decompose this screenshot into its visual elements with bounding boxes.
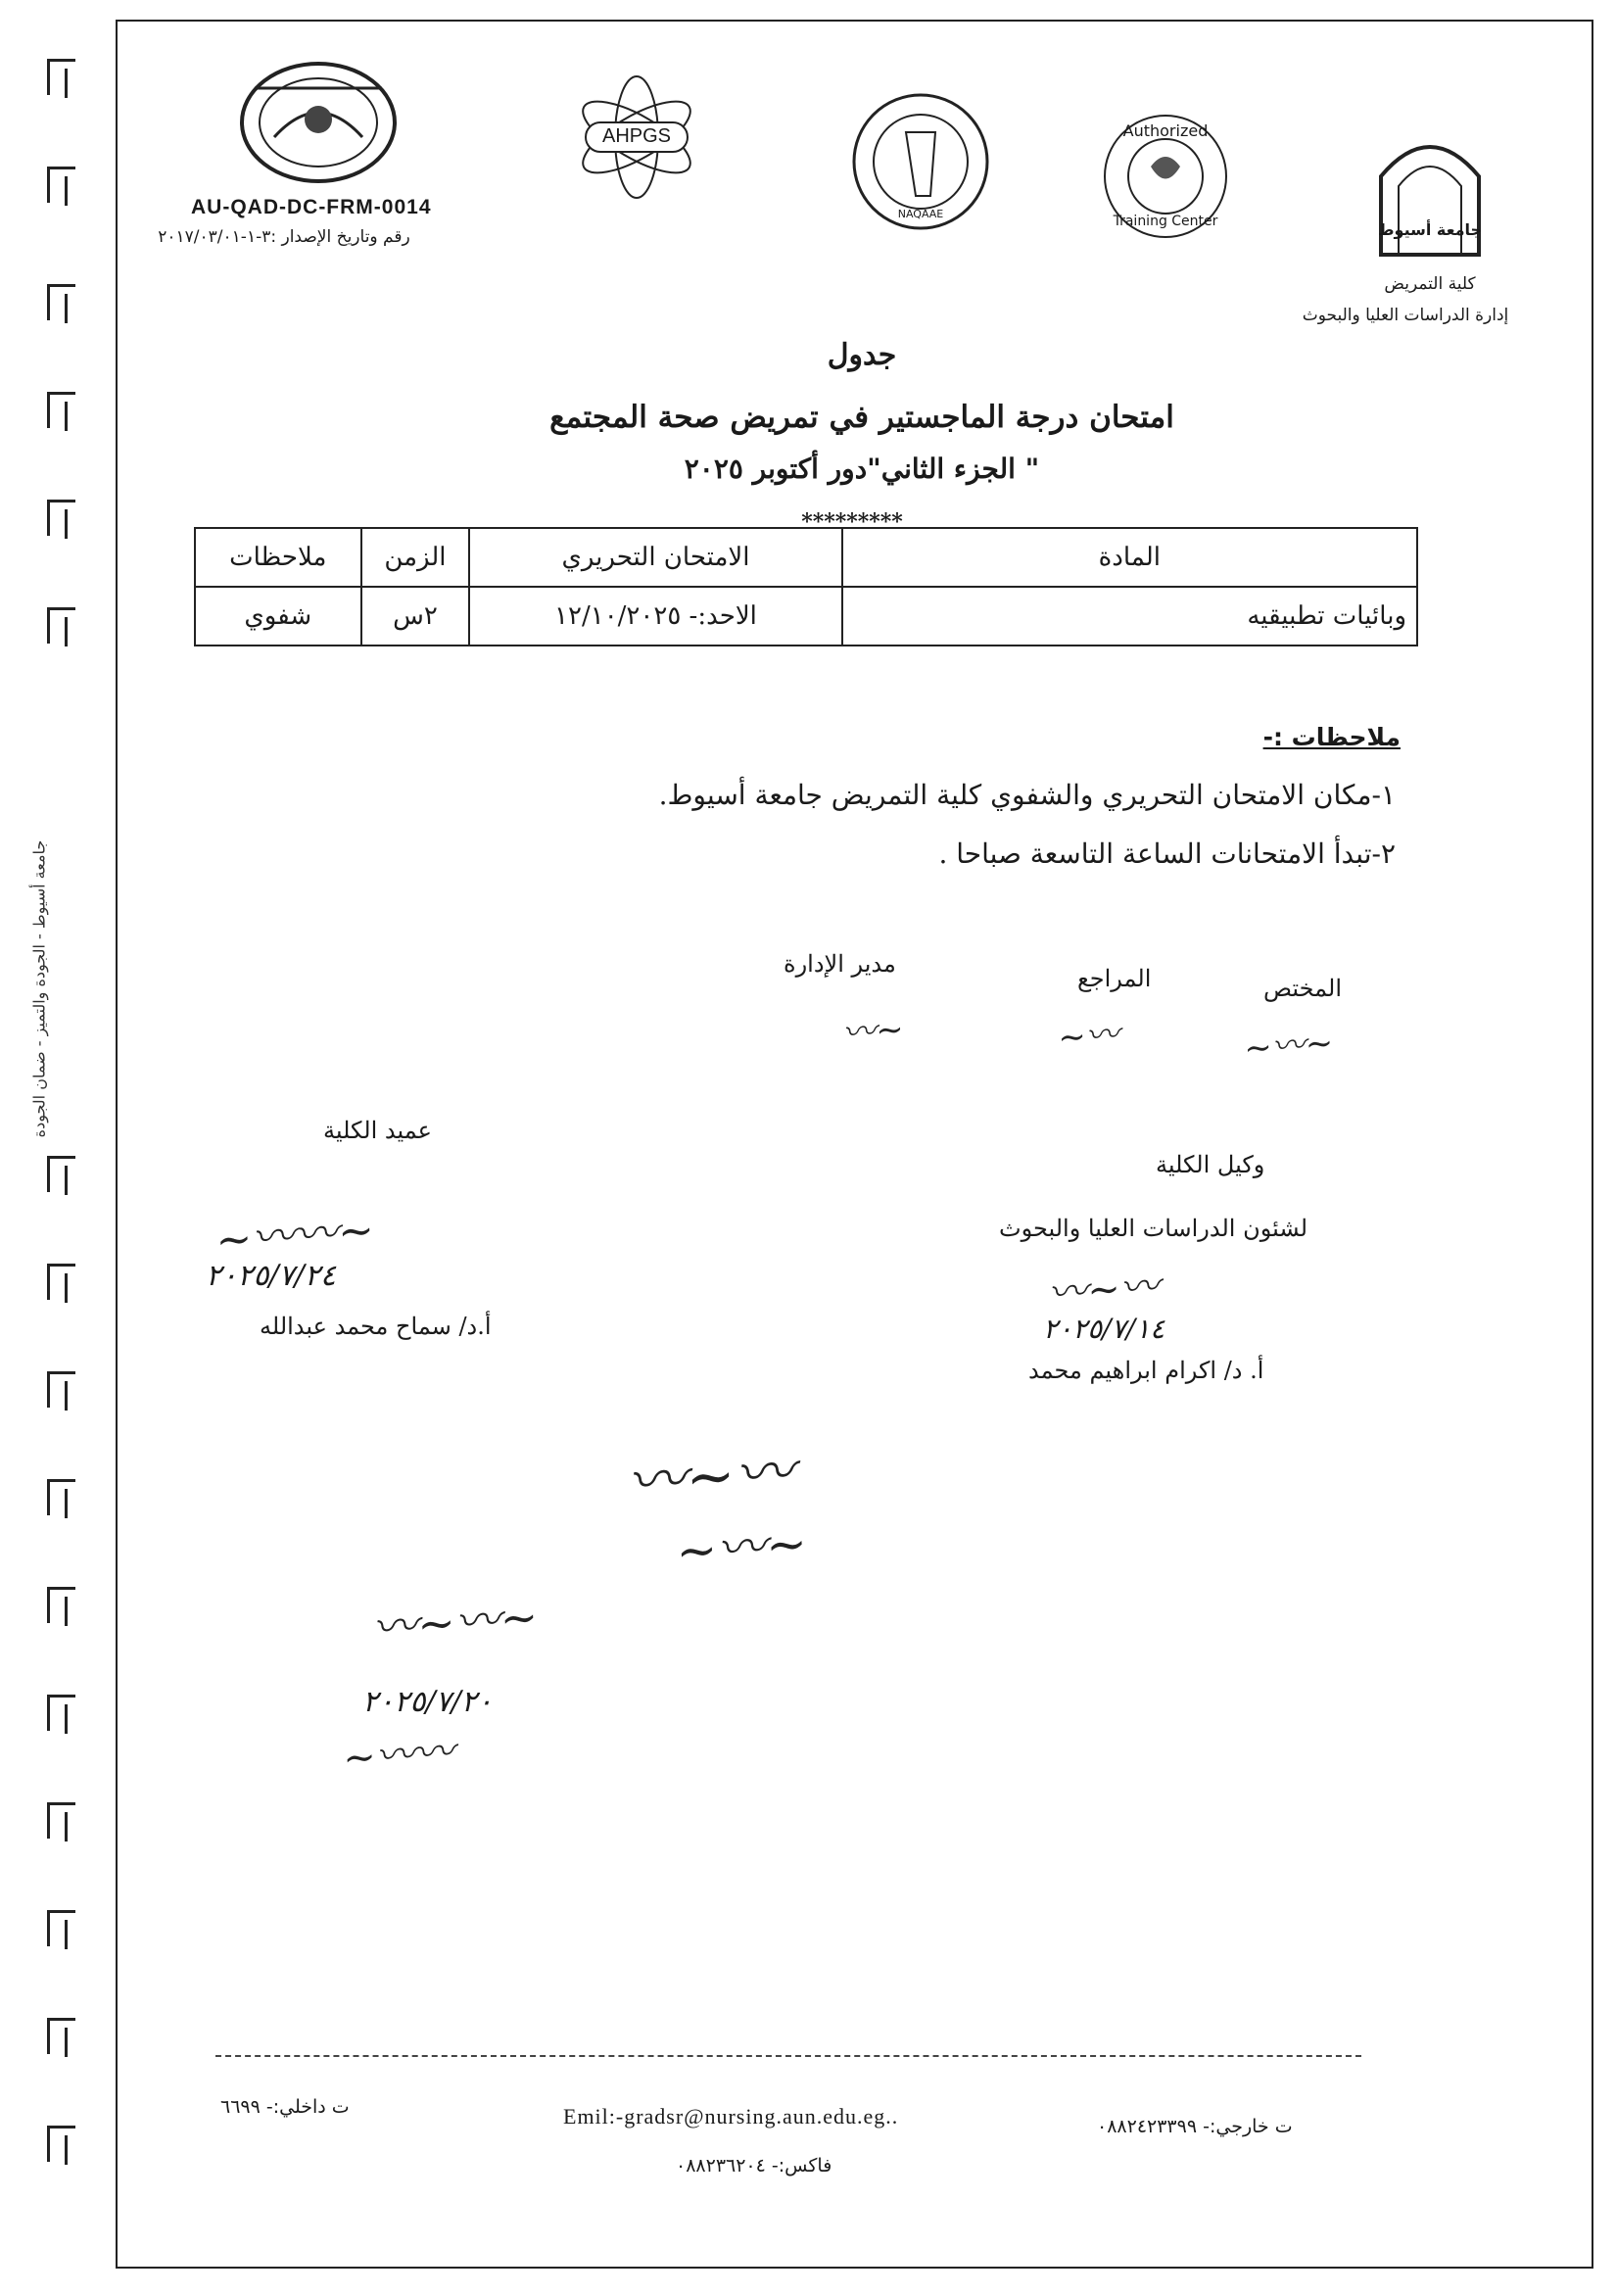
doc-title-session: " الجزء الثاني"دور أكتوبر ٢٠٢٥ (684, 453, 1040, 485)
footer-fax: فاكس:- ٠٨٨٢٣٦٢٠٤ (676, 2155, 832, 2176)
signature-reviewer: ~〰 (1056, 1014, 1121, 1059)
signature-admin-director: 〰~ (840, 1009, 906, 1054)
role-reviewer: المراجع (1077, 965, 1152, 992)
note-item-2: ٢-تبدأ الامتحانات الساعة التاسعة صباحا . (938, 837, 1396, 870)
handwritten-note-signature: ~〰〰 (341, 1729, 456, 1782)
handwritten-signature-2: ~〰~ (674, 1514, 809, 1581)
title-stars: ********* (801, 509, 903, 535)
header-time: الزمن (361, 528, 470, 587)
handwritten-note-date: ٢٠٢٥/٧/٢٠ (362, 1685, 494, 1719)
cell-time: ٢س (361, 587, 470, 646)
notes-heading: ملاحظات :- (1262, 723, 1401, 751)
handwritten-signature-1: 〰~〰 (625, 1437, 796, 1517)
cell-exam-date: الاحد:- ١٢/١٠/٢٠٢٥ (469, 587, 841, 646)
issue-number-date: رقم وتاريخ الإصدار :٣-١-٢٠١٧/٠٣/٠١ (158, 227, 410, 247)
faculty-name: كلية التمريض (1384, 274, 1476, 294)
role-vice-dean: وكيل الكلية (1156, 1151, 1265, 1178)
naqaae-label: NAQAAE (897, 208, 944, 220)
role-admin-director: مدير الإدارة (784, 950, 896, 978)
table-header-row (195, 528, 1417, 587)
vice-dean-name: أ. د/ اكرام ابراهيم محمد (1028, 1357, 1264, 1384)
header-notes: ملاحظات (195, 528, 361, 587)
header-written-exam: الامتحان التحريري (469, 528, 841, 587)
role-vice-dean-for: لشئون الدراسات العليا والبحوث (999, 1215, 1308, 1242)
footer-email: Emil:-gradsr@nursing.aun.edu.eg.. (563, 2104, 899, 2129)
cell-subject: وبائيات تطبيقيه (842, 587, 1417, 646)
ahpgs-logo (568, 69, 705, 206)
header-subject: المادة (842, 528, 1417, 587)
exam-schedule-table (194, 527, 1418, 646)
dean-sign-date: ٢٠٢٥/٧/٢٤ (206, 1259, 337, 1293)
training-center-logo (1097, 108, 1234, 245)
university-logo-text: جامعة أسيوط (1377, 220, 1483, 239)
role-specialist: المختص (1263, 975, 1342, 1002)
side-stamp-text: جامعة أسيوط - الجودة والتميز - ضمان الجودة (29, 839, 49, 1138)
signature-vice-dean: 〰~〰 (1046, 1264, 1162, 1316)
doc-title-schedule: جدول (827, 338, 897, 372)
role-dean: عميد الكلية (323, 1117, 432, 1144)
vice-dean-sign-date: ٢٠٢٥/٧/١٤ (1043, 1313, 1165, 1345)
note-item-1: ١-مكان الامتحان التحريري والشفوي كلية التمريض جامعة أسيوط. (658, 779, 1396, 811)
dean-name: أ.د/ سماح محمد عبدالله (260, 1313, 492, 1340)
naqaae-seal-logo (847, 88, 994, 235)
handwritten-note: 〰~〰~ (370, 1590, 540, 1654)
ahpgs-label: AHPGS (601, 125, 672, 147)
assiut-university-logo (1371, 127, 1489, 264)
signature-specialist: ~〰~ (1242, 1023, 1335, 1070)
faculty-seal-logo (235, 59, 402, 186)
department-name: إدارة الدراسات العليا والبحوث (1302, 306, 1509, 325)
footer-divider (215, 2055, 1361, 2057)
footer-internal-phone: ت داخلي:- ٦٦٩٩ (220, 2096, 350, 2118)
table-row (195, 587, 1417, 646)
document-code: AU-QAD-DC-FRM-0014 (191, 196, 432, 218)
training-bottom-label: Training Center (1113, 214, 1218, 229)
cell-notes: شفوي (195, 587, 361, 646)
training-top-label: Authorized (1122, 121, 1209, 140)
footer-external-phone: ت خارجي:- ٠٨٨٢٤٢٣٣٩٩ (1097, 2116, 1293, 2137)
doc-title-exam: امتحان درجة الماجستير في تمريض صحة المجتمع (549, 400, 1174, 435)
signature-dean: ~〰〰~ (214, 1205, 376, 1267)
